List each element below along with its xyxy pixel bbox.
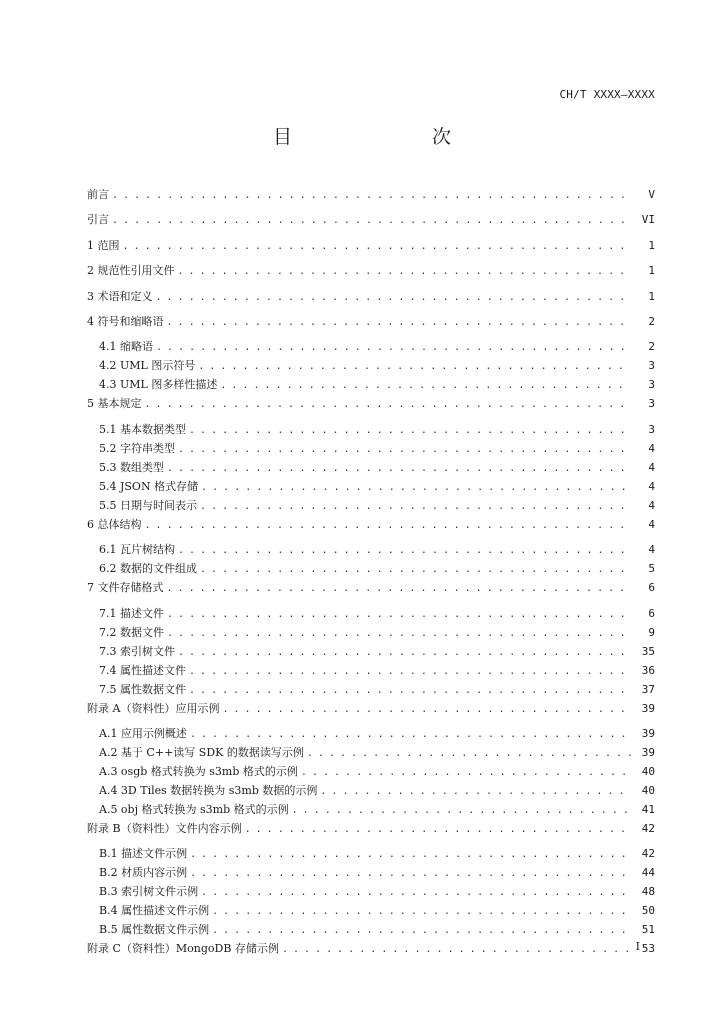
toc-entry-page: 3 <box>648 359 655 373</box>
toc-entry-label: 5.2 字符串类型 <box>99 441 175 455</box>
toc-entry-label: 5.1 基本数据类型 <box>99 422 186 436</box>
toc-entry-page: 40 <box>641 783 655 797</box>
toc-entry-label: 5 基本规定 <box>87 397 142 411</box>
toc-subentry[interactable] <box>87 781 655 800</box>
toc-leader-dots <box>167 605 631 624</box>
toc-subentry[interactable] <box>87 901 655 920</box>
toc-entry-page: 5 <box>648 562 655 576</box>
toc-subentry[interactable] <box>87 559 655 578</box>
toc-leader-dots <box>307 744 631 763</box>
toc-entry-page: 39 <box>641 701 655 715</box>
toc-leader-dots <box>292 801 631 820</box>
toc-entry-label: 6.2 数据的文件组成 <box>99 562 197 576</box>
toc-leader-dots <box>123 237 632 256</box>
toc-entry-label: A.5 obj 格式转换为 s3mb 格式的示例 <box>99 802 289 816</box>
toc-subentry[interactable] <box>87 439 655 458</box>
document-code: CH/T XXXX—XXXX <box>559 88 655 101</box>
toc-leader-dots <box>201 478 631 497</box>
toc-entry[interactable] <box>87 261 655 286</box>
toc-leader-dots <box>178 440 631 459</box>
toc-leader-dots <box>156 288 632 307</box>
toc-subentry[interactable] <box>87 844 655 863</box>
toc-leader-dots <box>189 662 631 681</box>
toc-entry[interactable] <box>87 236 655 261</box>
toc-entry-label: 7.2 数据文件 <box>99 625 164 639</box>
toc-subentry[interactable] <box>87 724 655 743</box>
toc-entry-page: 40 <box>641 764 655 778</box>
toc-leader-dots <box>190 725 631 744</box>
toc-subentry[interactable] <box>87 356 655 375</box>
toc-entry-page: VI <box>641 213 655 227</box>
toc-entry-page: 2 <box>648 314 655 328</box>
toc-entry-label: 附录 A（资料性）应用示例 <box>87 701 220 715</box>
toc-entry-label: A.1 应用示例概述 <box>99 726 187 740</box>
toc-entry[interactable] <box>87 819 655 844</box>
toc-entry[interactable] <box>87 185 655 210</box>
toc-leader-dots <box>167 459 631 478</box>
toc-entry-page: 3 <box>648 397 655 411</box>
toc-entry-label: 7.4 属性描述文件 <box>99 663 186 677</box>
toc-leader-dots <box>301 763 631 782</box>
toc-entry-label: 4.1 缩略语 <box>99 340 153 354</box>
toc-entry-label: 5.5 日期与时间表示 <box>99 498 197 512</box>
toc-leader-dots <box>189 681 631 700</box>
toc-subentry[interactable] <box>87 420 655 439</box>
toc-entry-label: 4.2 UML 图示符号 <box>99 359 196 373</box>
toc-leader-dots <box>245 820 631 839</box>
toc-entry-label: B.3 索引树文件示例 <box>99 885 199 899</box>
toc-subentry[interactable] <box>87 920 655 939</box>
toc-subentry[interactable] <box>87 642 655 661</box>
toc-entry-label: 7.5 属性数据文件 <box>99 682 186 696</box>
toc-entry-page: 4 <box>648 517 655 531</box>
toc-entry-label: 4.3 UML 图多样性描述 <box>99 378 218 392</box>
table-of-contents <box>87 185 655 965</box>
toc-leader-dots <box>112 211 631 230</box>
toc-entry-label: 引言 <box>87 213 109 227</box>
toc-leader-dots <box>200 560 631 579</box>
toc-entry-page: 44 <box>641 866 655 880</box>
toc-entry-page: 4 <box>648 543 655 557</box>
toc-entry[interactable] <box>87 312 655 337</box>
toc-entry[interactable] <box>87 287 655 312</box>
toc-subentry[interactable] <box>87 762 655 781</box>
toc-leader-dots <box>189 421 631 440</box>
toc-subentry[interactable] <box>87 375 655 394</box>
toc-entry-page: 4 <box>648 441 655 455</box>
toc-entry-page: 51 <box>641 923 655 937</box>
toc-leader-dots <box>201 883 631 902</box>
toc-entry-page: 2 <box>648 340 655 354</box>
toc-leader-dots <box>198 357 631 376</box>
toc-entry-page: 1 <box>648 289 655 303</box>
toc-entry[interactable] <box>87 939 655 964</box>
toc-entry-label: 前言 <box>87 188 109 201</box>
toc-entry-label: 7 文件存储格式 <box>87 581 164 595</box>
toc-leader-dots <box>178 262 632 281</box>
toc-entry-page: 53 <box>641 942 655 956</box>
toc-entry-page: 4 <box>648 479 655 493</box>
page-number: I <box>635 940 640 953</box>
toc-entry-page: 1 <box>648 264 655 278</box>
toc-entry-page: 3 <box>648 422 655 436</box>
toc-entry-page: 1 <box>648 238 655 252</box>
toc-leader-dots <box>178 643 631 662</box>
toc-entry[interactable] <box>87 699 655 724</box>
toc-leader-dots <box>222 700 631 719</box>
toc-entry-page: 35 <box>641 644 655 658</box>
toc-subentry[interactable] <box>87 743 655 762</box>
toc-entry-label: 附录 B（资料性）文件内容示例 <box>87 821 242 835</box>
toc-leader-dots <box>156 338 631 357</box>
toc-entry[interactable] <box>87 515 655 540</box>
toc-leader-dots <box>190 845 631 864</box>
toc-entry-label: B.2 材质内容示例 <box>99 866 188 880</box>
toc-subentry[interactable] <box>87 680 655 699</box>
toc-entry-page: 4 <box>648 460 655 474</box>
toc-subentry[interactable] <box>87 661 655 680</box>
toc-entry-label: B.1 描述文件示例 <box>99 847 188 861</box>
toc-entry-page: 37 <box>641 682 655 696</box>
toc-entry-page: 42 <box>641 847 655 861</box>
toc-entry-label: 7.1 描述文件 <box>99 606 164 620</box>
toc-subentry[interactable] <box>87 882 655 901</box>
toc-entry-page: 4 <box>648 498 655 512</box>
toc-entry-label: 6 总体结构 <box>87 517 142 531</box>
toc-leader-dots <box>167 313 632 332</box>
toc-entry-label: A.2 基于 C++读写 SDK 的数据读写示例 <box>99 745 304 759</box>
toc-leader-dots <box>167 624 631 643</box>
toc-entry-label: 5.4 JSON 格式存储 <box>99 479 199 493</box>
toc-subentry[interactable] <box>87 604 655 623</box>
toc-subentry[interactable] <box>87 800 655 819</box>
toc-entry-page: 9 <box>648 625 655 639</box>
toc-entry-page: 42 <box>641 821 655 835</box>
toc-entry-page: 6 <box>648 581 655 595</box>
toc-subentry[interactable] <box>87 337 655 356</box>
toc-entry[interactable] <box>87 394 655 419</box>
toc-entry-label: 4 符号和缩略语 <box>87 314 164 328</box>
toc-subentry[interactable] <box>87 477 655 496</box>
toc-entry-page: 39 <box>641 745 655 759</box>
toc-entry-label: 1 范围 <box>87 238 120 252</box>
toc-leader-dots <box>320 782 631 801</box>
toc-leader-dots <box>190 864 631 883</box>
toc-entry-page: 39 <box>641 726 655 740</box>
toc-leader-dots <box>145 516 632 535</box>
toc-entry-label: 2 规范性引用文件 <box>87 264 175 278</box>
toc-leader-dots <box>200 497 631 516</box>
toc-entry[interactable] <box>87 578 655 603</box>
toc-leader-dots <box>220 376 631 395</box>
toc-entry-page: V <box>648 188 655 201</box>
toc-entry-page: 6 <box>648 606 655 620</box>
toc-entry-label: 附录 C（资料性）MongoDB 存储示例 <box>87 942 279 956</box>
toc-entry-label: B.4 属性描述文件示例 <box>99 904 210 918</box>
toc-subentry[interactable] <box>87 623 655 642</box>
toc-entry-label: 3 术语和定义 <box>87 289 153 303</box>
toc-leader-dots <box>282 940 631 959</box>
toc-leader-dots <box>212 902 631 921</box>
toc-entry-page: 50 <box>641 904 655 918</box>
toc-leader-dots <box>212 921 631 940</box>
toc-subentry[interactable] <box>87 540 655 559</box>
toc-leader-dots <box>112 186 631 205</box>
toc-entry[interactable] <box>87 210 655 235</box>
toc-subentry[interactable] <box>87 496 655 515</box>
toc-entry-label: 6.1 瓦片树结构 <box>99 543 175 557</box>
toc-leader-dots <box>167 579 632 598</box>
toc-entry-label: A.3 osgb 格式转换为 s3mb 格式的示例 <box>99 764 298 778</box>
toc-entry-page: 3 <box>648 378 655 392</box>
toc-entry-page: 48 <box>641 885 655 899</box>
toc-entry-page: 36 <box>641 663 655 677</box>
toc-entry-label: A.4 3D Tiles 数据转换为 s3mb 数据的示例 <box>99 783 318 797</box>
toc-entry-label: 7.3 索引树文件 <box>99 644 175 658</box>
toc-leader-dots <box>178 541 631 560</box>
toc-subentry[interactable] <box>87 863 655 882</box>
toc-entry-page: 41 <box>641 802 655 816</box>
toc-title: 目 次 <box>272 126 485 148</box>
toc-subentry[interactable] <box>87 458 655 477</box>
toc-leader-dots <box>145 395 632 414</box>
toc-entry-label: B.5 属性数据文件示例 <box>99 923 210 937</box>
toc-entry-label: 5.3 数组类型 <box>99 460 164 474</box>
